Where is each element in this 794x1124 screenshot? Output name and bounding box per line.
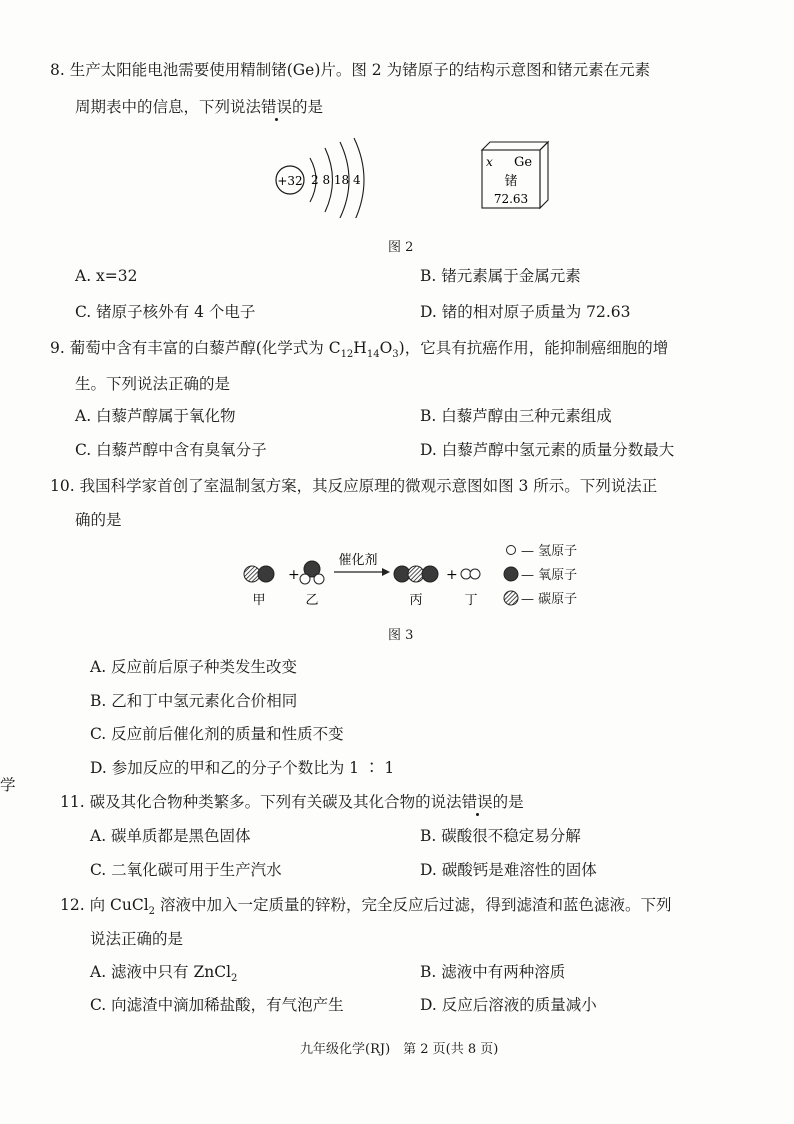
q10-stem-line1: 10. 我国科学家首创了室温制氢方案，其反应原理的微观示意图如图 3 所示。下列说法正 [50, 477, 658, 495]
catalyst-label: 催化剂 [338, 553, 378, 568]
q8-option-a: A. x=32 [75, 267, 138, 285]
reaction-micro-diagram [238, 540, 498, 610]
figure-2-caption: 图 2 [388, 240, 414, 255]
page-footer: 九年级化学(RJ) 第 2 页(共 8 页) [300, 1042, 499, 1057]
electron-shell-counts: 2 8 18 4 [311, 173, 361, 187]
label-jia: 甲 [252, 593, 266, 608]
label-bing: 丙 [409, 593, 423, 608]
q10-option-d: D. 参加反应的甲和乙的分子个数比为 1 ∶ 1 [90, 759, 395, 777]
nucleus-charge: +32 [277, 174, 303, 188]
germanium-atom-structure-diagram [270, 128, 390, 218]
atomic-number: x [486, 155, 493, 169]
q9-option-a: A. 白藜芦醇属于氧化物 [75, 407, 236, 425]
q11-option-d: D. 碳酸钙是难溶性的固体 [420, 861, 597, 879]
q12-option-c: C. 向滤渣中滴加稀盐酸，有气泡产生 [90, 996, 344, 1014]
hydrogen-atom-icon [504, 543, 518, 557]
element-symbol: Ge [514, 155, 533, 170]
q9-option-b: B. 白藜芦醇由三种元素组成 [420, 407, 612, 425]
q8-option-d: D. 锗的相对原子质量为 72.63 [420, 303, 631, 321]
plus-sign-1: + [288, 567, 300, 583]
label-yi: 乙 [305, 593, 319, 608]
q10-option-a: A. 反应前后原子种类发生改变 [90, 658, 298, 676]
molecule-bing [394, 566, 438, 582]
q9-stem-line1: 9. 葡萄中含有丰富的白藜芦醇(化学式为 $C_{12}H_{14}O_3$)，它具有抗癌作用，能抑制癌细胞的增 [50, 339, 669, 361]
label-ding: 丁 [464, 593, 478, 608]
carbon-atom-icon [502, 589, 520, 607]
legend-oxygen: — 氧原子 [502, 564, 577, 583]
molecule-yi [300, 561, 324, 584]
q11-option-b: B. 碳酸很不稳定易分解 [420, 827, 581, 845]
emphasis-wrong: 错误 [261, 98, 293, 116]
legend-hydrogen: — 氢原子 [504, 540, 577, 559]
q11-option-a: A. 碳单质都是黑色固体 [90, 827, 251, 845]
atomic-mass: 72.63 [493, 192, 529, 206]
molecule-jia [244, 566, 274, 582]
emphasis-wrong: 错误 [461, 793, 493, 811]
q11-option-c: C. 二氧化碳可用于生产汽水 [90, 861, 282, 879]
q11-stem: 11. 碳及其化合物种类繁多。下列有关碳及其化合物的说法错误的是 [60, 793, 524, 811]
q9-option-c: C. 白藜芦醇中含有臭氧分子 [75, 441, 267, 459]
q10-stem-line2: 确的是 [75, 511, 122, 529]
q8-option-b: B. 锗元素属于金属元素 [420, 267, 581, 285]
periodic-table-cell-germanium [478, 140, 552, 212]
q8-stem-line1: 8. 生产太阳能电池需要使用精制锗(Ge)片。图 2 为锗原子的结构示意图和锗元素在元素 [50, 61, 651, 79]
q12-stem-line1: 12. 向 CuCl$_2$ 溶液中加入一定质量的锌粉，完全反应后过滤，得到滤渣和蓝色滤液。下列 [60, 896, 672, 918]
q8-stem-line2: 周期表中的信息，下列说法错误的是 [75, 98, 324, 116]
figure-3-caption: 图 3 [388, 628, 414, 643]
q8-option-c: C. 锗原子核外有 4 个电子 [75, 303, 256, 321]
oxygen-atom-icon [502, 565, 520, 583]
q9-stem-line2: 生。下列说法正确的是 [75, 375, 231, 393]
plus-sign-2: + [446, 567, 458, 583]
q9-option-d: D. 白藜芦醇中氢元素的质量分数最大 [420, 441, 675, 459]
margin-character: 学 [0, 776, 16, 794]
legend-carbon: — 碳原子 [502, 588, 577, 607]
element-name: 锗 [504, 174, 518, 189]
q10-option-b: B. 乙和丁中氢元素化合价相同 [90, 692, 298, 710]
q12-stem-line2: 说法正确的是 [90, 930, 184, 948]
molecule-ding [461, 569, 480, 579]
q12-option-d: D. 反应后溶液的质量减小 [420, 996, 597, 1014]
q10-option-c: C. 反应前后催化剂的质量和性质不变 [90, 725, 344, 743]
q12-option-a: A. 滤液中只有 ZnCl$_2$ [90, 963, 238, 985]
q12-option-b: B. 滤液中有两种溶质 [420, 963, 566, 981]
